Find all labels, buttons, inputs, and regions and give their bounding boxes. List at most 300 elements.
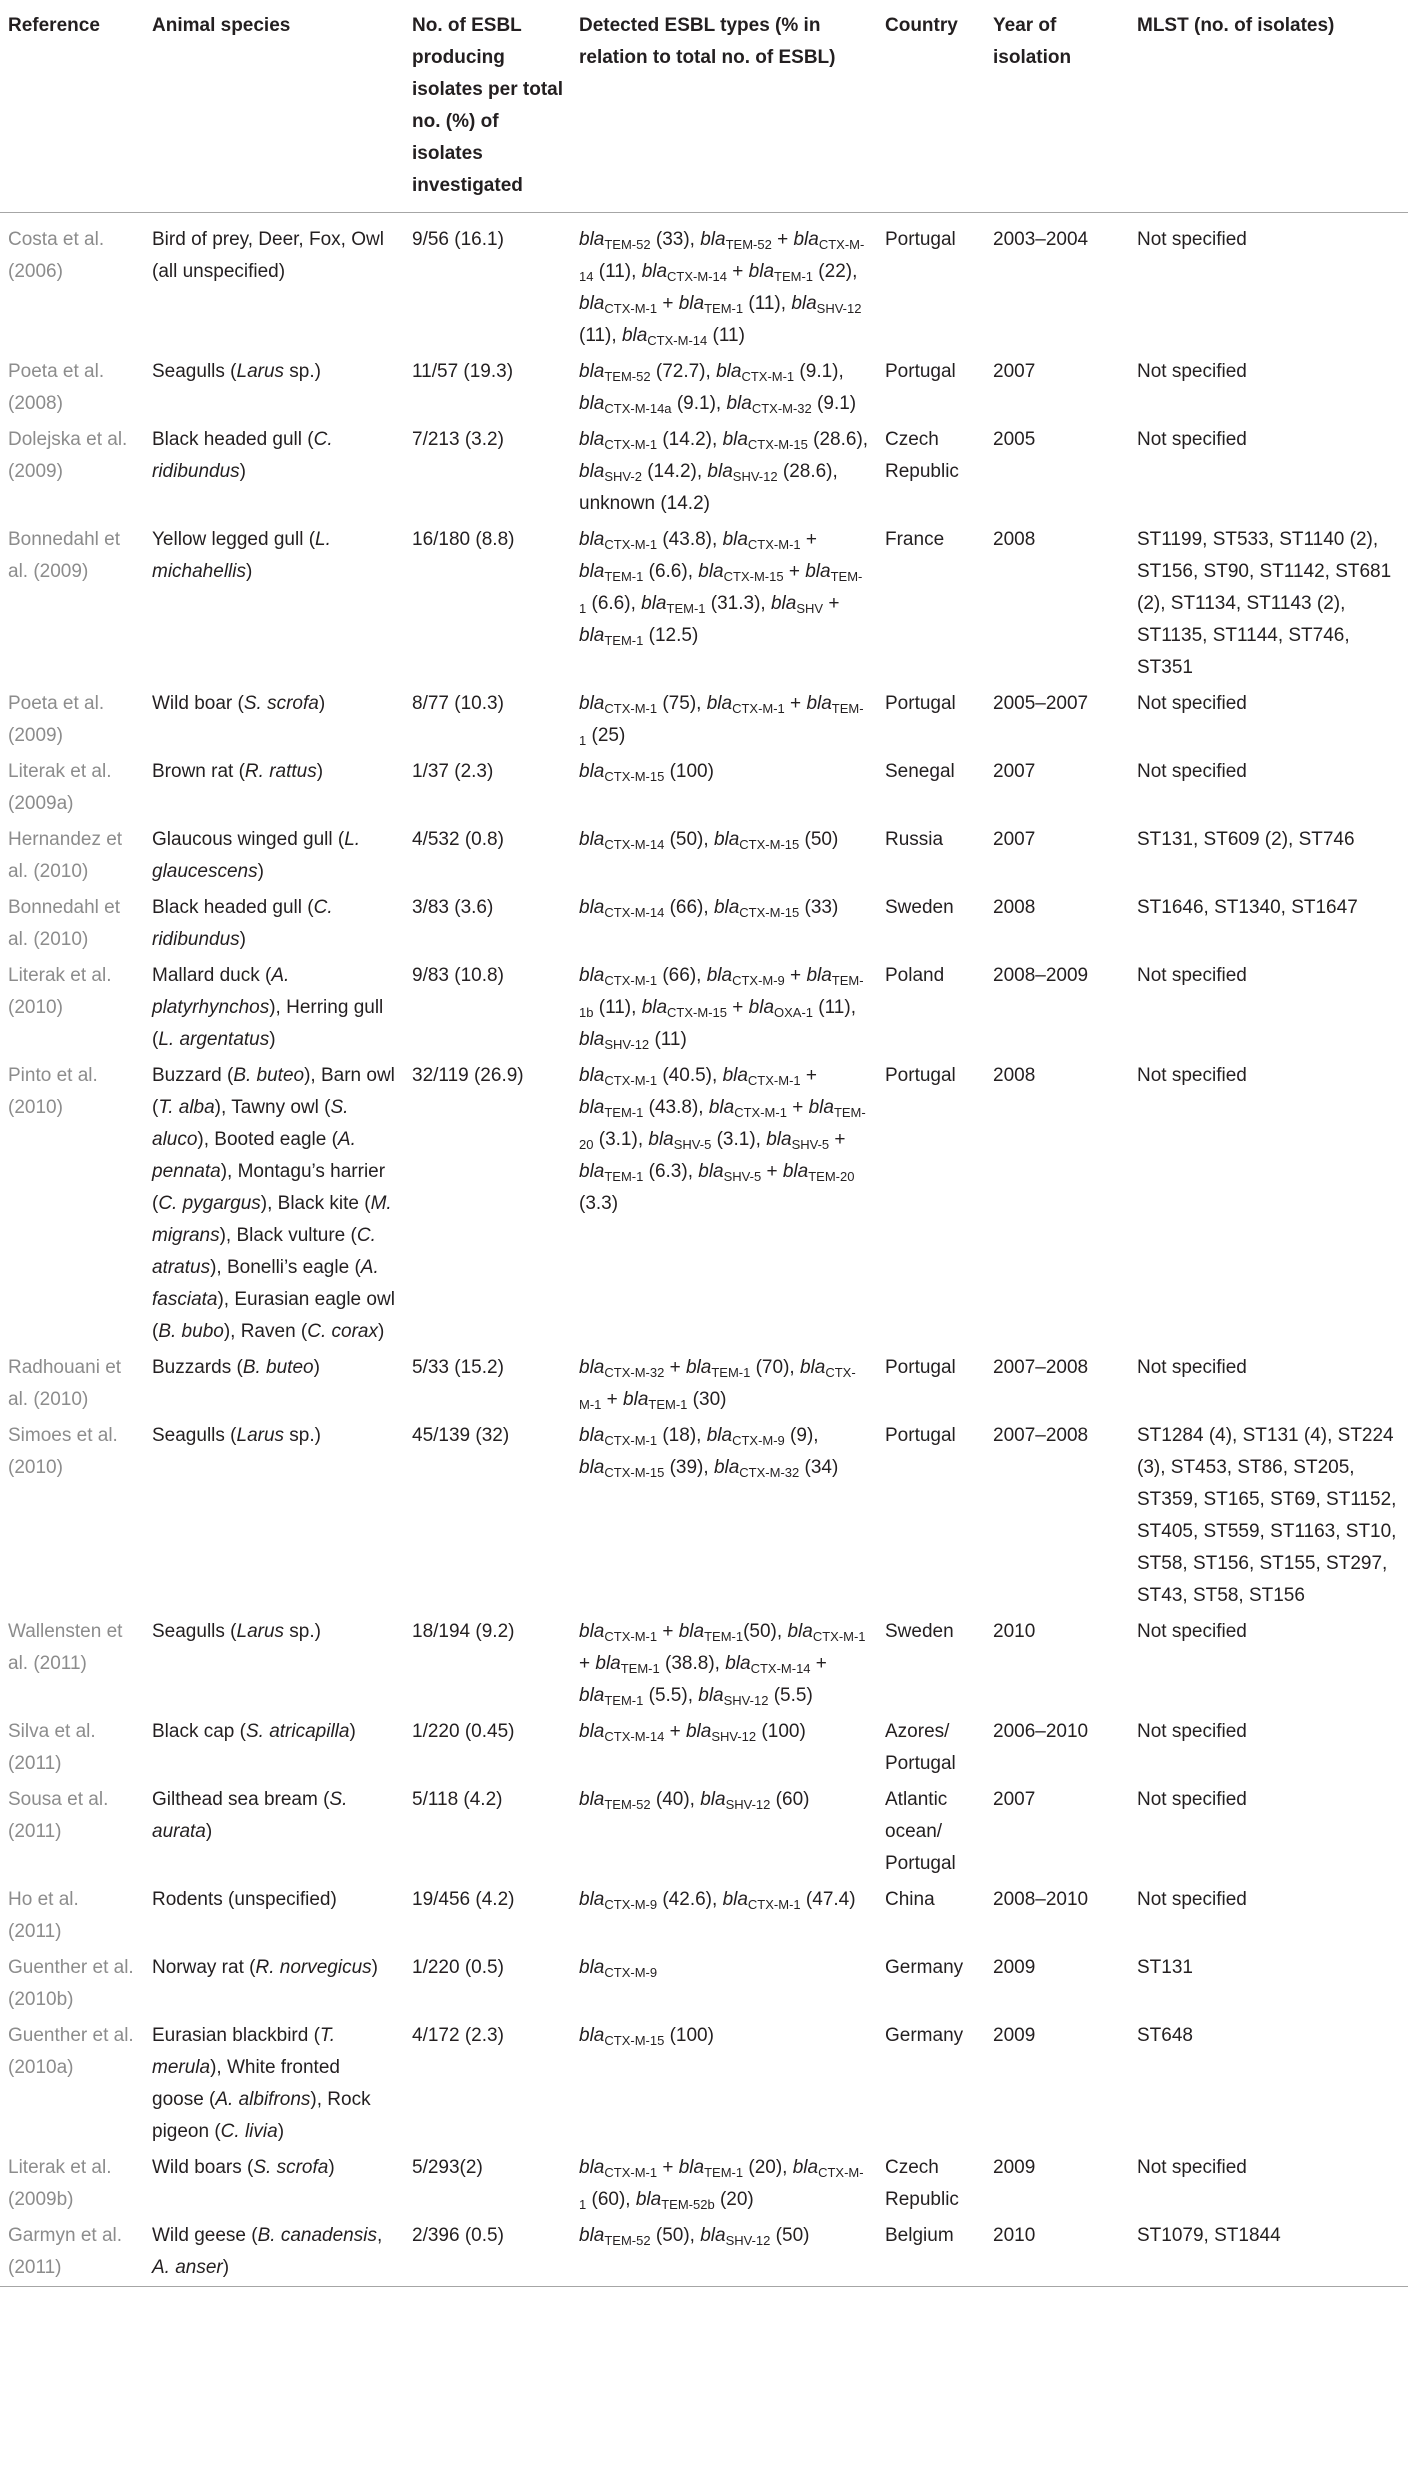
table-row bbox=[0, 686, 1408, 754]
text-segment: Seagulls ( bbox=[152, 1425, 237, 1446]
table-row bbox=[0, 354, 1408, 422]
text-segment: (11) bbox=[649, 1029, 687, 1050]
year-cell: 2008 bbox=[993, 529, 1036, 550]
text-segment: (11), bbox=[813, 997, 856, 1018]
text-segment: (20), bbox=[743, 2157, 793, 2178]
year-cell: 2008 bbox=[993, 897, 1036, 918]
isolate-count-cell: 7/213 (3.2) bbox=[412, 429, 504, 450]
subscript-text: TEM-1 bbox=[604, 633, 644, 648]
italic-text: bla bbox=[698, 561, 724, 582]
italic-text: Larus bbox=[236, 1425, 285, 1446]
country-cell: Azores/ Portugal bbox=[885, 1721, 956, 1774]
text-segment: ), Booted eagle ( bbox=[197, 1129, 338, 1150]
italic-text: R. norvegicus bbox=[255, 1957, 372, 1978]
text-segment: ), Black kite ( bbox=[260, 1193, 371, 1214]
italic-text: L. michahellis bbox=[152, 529, 331, 582]
header-esbl-types: Detected ESBL types (% in relation to total no. of ESBL) bbox=[579, 15, 836, 68]
italic-text: C. pygargus bbox=[158, 1193, 261, 1214]
subscript-text: CTX-M-14 bbox=[604, 837, 665, 852]
italic-text: bla bbox=[748, 261, 775, 282]
subscript-text: TEM-52 bbox=[604, 2233, 651, 2248]
table-row bbox=[0, 1350, 1408, 1418]
text-segment: + bbox=[727, 261, 749, 282]
subscript-text: CTX-M-14 bbox=[750, 1661, 811, 1676]
mlst-cell: Not specified bbox=[1137, 361, 1247, 382]
reference-cell: Garmyn et al. (2011) bbox=[8, 2225, 123, 2278]
italic-text: bla bbox=[579, 693, 605, 714]
reference-cell: Poeta et al. (2008) bbox=[8, 361, 105, 414]
header-isolates: No. of ESBL producing isolates per total no. (%) of isolates investigated bbox=[412, 15, 563, 196]
text-segment: ) bbox=[371, 1957, 378, 1978]
italic-text: C. ridibundus bbox=[152, 429, 333, 482]
subscript-text: CTX-M-14 bbox=[604, 905, 665, 920]
italic-text: T. merula bbox=[152, 2025, 336, 2078]
text-segment: (25) bbox=[586, 725, 626, 746]
animal-species-cell bbox=[144, 1950, 404, 2018]
table-row bbox=[0, 213, 1408, 355]
subscript-text: CTX-M-15 bbox=[604, 769, 665, 784]
italic-text: bla bbox=[623, 1389, 649, 1410]
animal-species-cell bbox=[144, 822, 404, 890]
text-segment: ) bbox=[257, 861, 264, 882]
subscript-text: TEM-1 bbox=[604, 1693, 644, 1708]
mlst-cell: Not specified bbox=[1137, 761, 1247, 782]
mlst-cell: ST1079, ST1844 bbox=[1137, 2225, 1281, 2246]
text-segment: + bbox=[800, 529, 818, 550]
subscript-text: TEM-1 bbox=[704, 1629, 744, 1644]
subscript-text: TEM-52 bbox=[604, 237, 651, 252]
text-segment: (66), bbox=[657, 965, 707, 986]
text-segment: ) bbox=[313, 1357, 320, 1378]
italic-text: bla bbox=[579, 461, 605, 482]
subscript-text: TEM-1 bbox=[604, 1169, 644, 1184]
italic-text: bla bbox=[579, 429, 605, 450]
text-segment: ), Bonelli’s eagle ( bbox=[210, 1257, 361, 1278]
italic-text: bla bbox=[793, 229, 819, 250]
italic-text: bla bbox=[579, 293, 605, 314]
italic-text: bla bbox=[579, 1161, 605, 1182]
italic-text: bla bbox=[748, 997, 775, 1018]
mlst-cell: Not specified bbox=[1137, 1357, 1247, 1378]
text-segment: + bbox=[783, 561, 806, 582]
esbl-types-cell bbox=[571, 1418, 877, 1614]
italic-text: bla bbox=[792, 2157, 819, 2178]
subscript-text: CTX-M-9 bbox=[604, 1897, 658, 1912]
subscript-text: CTX-M-1 bbox=[604, 1433, 658, 1448]
animal-species-cell bbox=[144, 1418, 404, 1614]
text-segment: + bbox=[579, 1653, 596, 1674]
country-cell: Portugal bbox=[885, 1065, 956, 1086]
subscript-text: CTX-M-32 bbox=[751, 401, 812, 416]
italic-text: bla bbox=[635, 2189, 662, 2210]
italic-text: bla bbox=[579, 1621, 605, 1642]
subscript-text: CTX-M-14 bbox=[579, 237, 865, 284]
text-segment: ), White fronted goose ( bbox=[152, 2057, 340, 2110]
table-body bbox=[0, 213, 1408, 2287]
year-cell: 2007 bbox=[993, 361, 1036, 382]
italic-text: C. ridibundus bbox=[152, 897, 333, 950]
subscript-text: TEM-1 bbox=[666, 601, 706, 616]
country-cell: Sweden bbox=[885, 897, 954, 918]
subscript-text: CTX-M-1 bbox=[604, 701, 658, 716]
text-segment: (33) bbox=[799, 897, 839, 918]
italic-text: S. aurata bbox=[152, 1789, 348, 1842]
text-segment: sp.) bbox=[284, 1425, 321, 1446]
text-segment: Black cap ( bbox=[152, 1721, 246, 1742]
mlst-cell: Not specified bbox=[1137, 1621, 1247, 1642]
italic-text: bla bbox=[579, 965, 605, 986]
text-segment: + bbox=[601, 1389, 624, 1410]
subscript-text: TEM-1 bbox=[774, 269, 814, 284]
text-segment: (100) bbox=[664, 2025, 714, 2046]
text-segment: ), Eurasian eagle owl ( bbox=[152, 1289, 395, 1342]
table-row bbox=[0, 1882, 1408, 1950]
subscript-text: SHV-12 bbox=[723, 1693, 769, 1708]
subscript-text: CTX-M-14 bbox=[647, 333, 708, 348]
animal-species-cell bbox=[144, 422, 404, 522]
text-segment: ), Tawny owl ( bbox=[214, 1097, 331, 1118]
italic-text: S. scrofa bbox=[253, 2157, 329, 2178]
esbl-types-cell bbox=[571, 958, 877, 1058]
text-segment: (66), bbox=[664, 897, 714, 918]
year-cell: 2009 bbox=[993, 2025, 1036, 2046]
subscript-text: TEM-52b bbox=[661, 2197, 715, 2212]
animal-species-cell bbox=[144, 1782, 404, 1882]
subscript-text: CTX-M-1 bbox=[812, 1629, 866, 1644]
country-cell: Atlantic ocean/ Portugal bbox=[885, 1789, 956, 1874]
text-segment: (11), bbox=[593, 261, 642, 282]
isolate-count-cell: 16/180 (8.8) bbox=[412, 529, 515, 550]
text-segment: (42.6), bbox=[657, 1889, 723, 1910]
text-segment: ) bbox=[239, 929, 246, 950]
subscript-text: CTX-M-1 bbox=[734, 1105, 787, 1120]
isolate-count-cell: 4/172 (2.3) bbox=[412, 2025, 504, 2046]
country-cell: Portugal bbox=[885, 693, 956, 714]
isolate-count-cell: 1/220 (0.45) bbox=[412, 1721, 515, 1742]
subscript-text: CTX-M-1 bbox=[604, 973, 658, 988]
reference-cell: Radhouani et al. (2010) bbox=[8, 1357, 122, 1410]
italic-text: bla bbox=[700, 2225, 726, 2246]
text-segment: + bbox=[657, 1621, 679, 1642]
text-segment: Buzzards ( bbox=[152, 1357, 243, 1378]
italic-text: bla bbox=[579, 2025, 605, 2046]
reference-cell: Guenther et al. (2010b) bbox=[8, 1957, 134, 2010]
animal-species-cell bbox=[144, 1882, 404, 1950]
italic-text: bla bbox=[685, 1721, 712, 1742]
text-segment: (39), bbox=[664, 1457, 714, 1478]
text-segment: (3.1), bbox=[593, 1129, 649, 1150]
year-cell: 2007 bbox=[993, 829, 1036, 850]
isolate-count-cell: 8/77 (10.3) bbox=[412, 693, 504, 714]
esbl-types-cell bbox=[571, 890, 877, 958]
text-segment: Gilthead sea bream ( bbox=[152, 1789, 330, 1810]
year-cell: 2010 bbox=[993, 2225, 1036, 2246]
italic-text: bla bbox=[698, 1685, 724, 1706]
text-segment: Wild geese ( bbox=[152, 2225, 258, 2246]
italic-text: bla bbox=[579, 529, 605, 550]
text-segment: (50) bbox=[799, 829, 839, 850]
italic-text: bla bbox=[579, 761, 605, 782]
italic-text: A. anser bbox=[152, 2257, 223, 2278]
country-cell: Czech Republic bbox=[885, 2157, 959, 2210]
isolate-count-cell: 5/293(2) bbox=[412, 2157, 483, 2178]
esbl-types-cell bbox=[571, 1714, 877, 1782]
esbl-types-cell bbox=[571, 1950, 877, 2018]
table-row bbox=[0, 422, 1408, 522]
text-segment: Black headed gull ( bbox=[152, 897, 314, 918]
mlst-cell: ST648 bbox=[1137, 2025, 1193, 2046]
italic-text: bla bbox=[648, 1129, 674, 1150]
italic-text: bla bbox=[770, 593, 797, 614]
mlst-cell: ST131, ST609 (2), ST746 bbox=[1137, 829, 1355, 850]
italic-text: B. canadensis bbox=[257, 2225, 377, 2246]
italic-text: R. rattus bbox=[244, 761, 317, 782]
subscript-text: TEM-1b bbox=[579, 973, 864, 1020]
italic-text: bla bbox=[641, 593, 667, 614]
country-cell: Sweden bbox=[885, 1621, 954, 1642]
italic-text: L. argentatus bbox=[158, 1029, 270, 1050]
italic-text: bla bbox=[579, 393, 605, 414]
animal-species-cell bbox=[144, 2218, 404, 2287]
subscript-text: CTX-M-9 bbox=[732, 973, 785, 988]
italic-text: bla bbox=[595, 1653, 621, 1674]
text-segment: ) bbox=[205, 1821, 213, 1842]
country-cell: Portugal bbox=[885, 1357, 956, 1378]
reference-cell: Bonnedahl et al. (2009) bbox=[8, 529, 120, 582]
table-row bbox=[0, 958, 1408, 1058]
text-segment: (6.3), bbox=[643, 1161, 699, 1182]
animal-species-cell bbox=[144, 2150, 404, 2218]
text-segment: ), Raven ( bbox=[223, 1321, 308, 1342]
mlst-cell: Not specified bbox=[1137, 1889, 1247, 1910]
subscript-text: CTX-M-15 bbox=[604, 2033, 665, 2048]
animal-species-cell bbox=[144, 1350, 404, 1418]
subscript-text: CTX-M-1 bbox=[747, 537, 801, 552]
year-cell: 2007–2008 bbox=[993, 1425, 1089, 1446]
italic-text: A. albifrons bbox=[215, 2089, 311, 2110]
italic-text: M. migrans bbox=[152, 1193, 392, 1246]
italic-text: S. aluco bbox=[152, 1097, 349, 1150]
italic-text: bla bbox=[706, 1425, 733, 1446]
isolate-count-cell: 32/119 (26.9) bbox=[412, 1065, 524, 1086]
isolate-count-cell: 4/532 (0.8) bbox=[412, 829, 504, 850]
italic-text: bla bbox=[678, 293, 705, 314]
text-segment: + bbox=[810, 1653, 827, 1674]
text-segment: (40.5), bbox=[657, 1065, 723, 1086]
subscript-text: SHV bbox=[796, 601, 824, 616]
text-segment: (43.8), bbox=[643, 1097, 709, 1118]
text-segment: Seagulls ( bbox=[152, 1621, 237, 1642]
text-segment: ), Montagu’s harrier ( bbox=[152, 1161, 386, 1214]
text-segment: (100) bbox=[756, 1721, 806, 1742]
year-cell: 2008 bbox=[993, 1065, 1036, 1086]
subscript-text: TEM-1 bbox=[648, 1397, 688, 1412]
year-cell: 2003–2004 bbox=[993, 229, 1089, 250]
country-cell: Czech Republic bbox=[885, 429, 959, 482]
text-segment: (12.5) bbox=[643, 625, 699, 646]
subscript-text: TEM-52 bbox=[604, 369, 651, 384]
text-segment: Yellow legged gull ( bbox=[152, 529, 316, 550]
subscript-text: SHV-5 bbox=[791, 1137, 830, 1152]
subscript-text: SHV-12 bbox=[732, 469, 778, 484]
italic-text: bla bbox=[806, 965, 832, 986]
country-cell: Belgium bbox=[885, 2225, 954, 2246]
text-segment: + bbox=[727, 997, 749, 1018]
text-segment: + bbox=[664, 1357, 686, 1378]
reference-cell: Guenther et al. (2010a) bbox=[8, 2025, 134, 2078]
header-reference: Reference bbox=[8, 15, 100, 36]
year-cell: 2008–2010 bbox=[993, 1889, 1089, 1910]
text-segment: Eurasian blackbird ( bbox=[152, 2025, 320, 2046]
subscript-text: TEM-52 bbox=[604, 1797, 651, 1812]
table-row bbox=[0, 1950, 1408, 2018]
mlst-cell: ST1199, ST533, ST1140 (2), ST156, ST90, ST1142, ST681 (2), ST1134, ST1143 (2), ST1135, ST1144, ST746, ST351 bbox=[1137, 529, 1392, 678]
italic-text: bla bbox=[706, 693, 733, 714]
subscript-text: SHV-12 bbox=[711, 1729, 757, 1744]
mlst-cell: ST131 bbox=[1137, 1957, 1193, 1978]
text-segment: Norway rat ( bbox=[152, 1957, 256, 1978]
subscript-text: CTX-M-32 bbox=[739, 1465, 800, 1480]
subscript-text: TEM-1 bbox=[604, 1105, 644, 1120]
animal-species-cell bbox=[144, 1614, 404, 1714]
mlst-cell: Not specified bbox=[1137, 693, 1247, 714]
text-segment: (34) bbox=[799, 1457, 839, 1478]
reference-cell: Sousa et al. (2011) bbox=[8, 1789, 109, 1842]
reference-cell: Wallensten et al. (2011) bbox=[8, 1621, 123, 1674]
text-segment: (60) bbox=[770, 1789, 810, 1810]
italic-text: bla bbox=[641, 261, 668, 282]
italic-text: B. buteo bbox=[233, 1065, 305, 1086]
year-cell: 2009 bbox=[993, 1957, 1036, 1978]
text-segment: ) bbox=[328, 2157, 335, 2178]
subscript-text: CTX-M-15 bbox=[747, 437, 808, 452]
italic-text: bla bbox=[722, 1065, 748, 1086]
reference-cell: Dolejska et al. (2009) bbox=[8, 429, 128, 482]
subscript-text: CTX-M-15 bbox=[667, 1005, 727, 1020]
text-segment: (18), bbox=[657, 1425, 707, 1446]
animal-species-cell bbox=[144, 354, 404, 422]
italic-text: bla bbox=[579, 2157, 605, 2178]
italic-text: bla bbox=[722, 1889, 748, 1910]
italic-text: bla bbox=[725, 1653, 751, 1674]
year-cell: 2007–2008 bbox=[993, 1357, 1089, 1378]
country-cell: France bbox=[885, 529, 945, 550]
text-segment: (5.5), bbox=[643, 1685, 699, 1706]
table-row bbox=[0, 1714, 1408, 1782]
mlst-cell: Not specified bbox=[1137, 429, 1247, 450]
italic-text: bla bbox=[579, 1721, 605, 1742]
italic-text: bla bbox=[579, 1889, 605, 1910]
subscript-text: TEM-1 bbox=[620, 1661, 660, 1676]
subscript-text: TEM-20 bbox=[579, 1105, 866, 1152]
esbl-types-cell bbox=[571, 422, 877, 522]
italic-text: bla bbox=[716, 361, 742, 382]
esbl-types-cell bbox=[571, 2018, 877, 2150]
subscript-text: CTX-M-15 bbox=[604, 1465, 665, 1480]
text-segment: + bbox=[657, 2157, 679, 2178]
year-cell: 2007 bbox=[993, 1789, 1036, 1810]
country-cell: Portugal bbox=[885, 361, 956, 382]
italic-text: Larus bbox=[236, 1621, 285, 1642]
text-segment: (30) bbox=[687, 1389, 727, 1410]
esbl-types-cell bbox=[571, 1058, 877, 1350]
esbl-types-cell bbox=[571, 686, 877, 754]
text-segment: Black headed gull ( bbox=[152, 429, 314, 450]
text-segment: Seagulls ( bbox=[152, 361, 237, 382]
italic-text: bla bbox=[726, 393, 752, 414]
text-segment: (50), bbox=[664, 829, 714, 850]
header-animal-species: Animal species bbox=[152, 15, 291, 36]
country-cell: Germany bbox=[885, 2025, 964, 2046]
italic-text: bla bbox=[787, 1621, 813, 1642]
italic-text: bla bbox=[678, 2157, 705, 2178]
reference-cell: Ho et al. (2011) bbox=[8, 1889, 79, 1942]
mlst-cell: Not specified bbox=[1137, 965, 1247, 986]
italic-text: bla bbox=[713, 829, 740, 850]
country-cell: Poland bbox=[885, 965, 945, 986]
esbl-types-cell bbox=[571, 754, 877, 822]
subscript-text: TEM-1 bbox=[704, 2165, 744, 2180]
table-row bbox=[0, 522, 1408, 686]
subscript-text: CTX-M-1 bbox=[579, 1365, 856, 1412]
subscript-text: CTX-M-1 bbox=[604, 1629, 658, 1644]
italic-text: Larus bbox=[236, 361, 285, 382]
italic-text: bla bbox=[579, 829, 605, 850]
text-segment: (9.1) bbox=[811, 393, 857, 414]
subscript-text: CTX-M-1 bbox=[579, 2165, 864, 2212]
subscript-text: TEM-1 bbox=[704, 301, 744, 316]
text-segment: Wild boars ( bbox=[152, 2157, 254, 2178]
subscript-text: CTX-M-15 bbox=[739, 905, 800, 920]
mlst-cell: ST1646, ST1340, ST1647 bbox=[1137, 897, 1358, 918]
text-segment: (11), bbox=[743, 293, 792, 314]
italic-text: bla bbox=[722, 529, 748, 550]
esbl-types-cell bbox=[571, 213, 877, 355]
text-segment: (75), bbox=[657, 693, 707, 714]
subscript-text: TEM-52 bbox=[725, 237, 772, 252]
text-segment: (3.1), bbox=[711, 1129, 767, 1150]
text-segment: (20) bbox=[714, 2189, 754, 2210]
italic-text: bla bbox=[579, 1685, 605, 1706]
subscript-text: CTX-M-1 bbox=[604, 2165, 658, 2180]
esbl-types-cell bbox=[571, 1882, 877, 1950]
italic-text: C. livia bbox=[220, 2121, 278, 2142]
text-segment: + bbox=[829, 1129, 846, 1150]
text-segment: ) bbox=[245, 561, 253, 582]
esbl-types-cell bbox=[571, 2150, 877, 2218]
subscript-text: TEM-1 bbox=[604, 569, 644, 584]
italic-text: bla bbox=[579, 625, 605, 646]
text-segment: ) bbox=[239, 461, 246, 482]
country-cell: China bbox=[885, 1889, 935, 1910]
reference-cell: Literak et al. (2010) bbox=[8, 965, 112, 1018]
subscript-text: CTX-M-1 bbox=[747, 1897, 801, 1912]
animal-species-cell bbox=[144, 2018, 404, 2150]
italic-text: bla bbox=[579, 1425, 605, 1446]
italic-text: bla bbox=[782, 1161, 809, 1182]
esbl-types-cell bbox=[571, 1350, 877, 1418]
table-row bbox=[0, 822, 1408, 890]
italic-text: bla bbox=[579, 561, 605, 582]
text-segment: + bbox=[784, 965, 807, 986]
table-row bbox=[0, 1418, 1408, 1614]
subscript-text: CTX-M-14 bbox=[604, 1729, 665, 1744]
subscript-text: TEM-1 bbox=[579, 701, 864, 748]
subscript-text: CTX-M-9 bbox=[732, 1433, 785, 1448]
text-segment: (22), bbox=[813, 261, 858, 282]
text-segment: ) bbox=[316, 761, 324, 782]
subscript-text: SHV-12 bbox=[816, 301, 862, 316]
